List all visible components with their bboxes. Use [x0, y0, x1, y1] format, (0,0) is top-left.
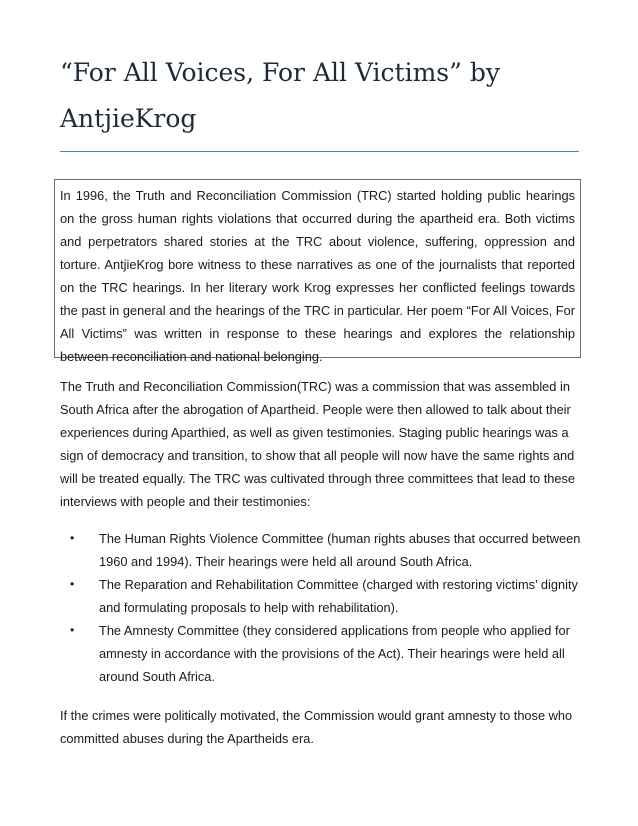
- document-title: “For All Voices, For All Victims” by AntjieKrog: [60, 58, 500, 133]
- intro-paragraph: The Truth and Reconciliation Commission(TRC) was a commission that was assembled in South Africa after the abrogation of Apartheid. People were then allowed to talk about their experiences during Aparthied, as well as given testimonies. Staging public hearings was a sign of democracy and transition, to show that all people will now have the same rights and will be treated equally. The TRC was cultivated through three committees that lead to these interviews with people and their testimonies:: [60, 379, 575, 509]
- bullet-icon: •: [70, 623, 75, 637]
- list-item-text: The Reparation and Rehabilitation Committee (charged with restoring victims’ dignity and formulating proposals to help with rehabilitation).: [99, 577, 578, 615]
- list-item-text: The Human Rights Violence Committee (human rights abuses that occurred between 1960 and 1994). Their hearings were held all around South Africa.: [99, 531, 581, 569]
- bullet-icon: •: [70, 531, 75, 545]
- abstract-box: [54, 179, 581, 364]
- closing-paragraph: If the crimes were politically motivated, the Commission would grant amnesty to those who committed abuses during the Apartheids era.: [60, 708, 573, 746]
- list-item: [60, 619, 585, 688]
- bullet-icon: •: [70, 577, 75, 591]
- committee-list: [60, 527, 585, 688]
- abstract-text: In 1996, the Truth and Reconciliation Commission (TRC) started holding public hearings on the gross human rights violations that occurred during the apartheid era. Both victims and perpetrators shared stories at the TRC about violence, suffering, oppression and torture. AntjieKrog bore witness to these narratives as one of the journalists that reported on the TRC hearings. In her literary work Krog expresses her conflicted feelings towards the past in general and the hearings of the TRC in particular. Her poem “For All Voices, For All Victims” was written in response to these hearings and explores the relationship between reconciliation and national belonging.: [60, 188, 575, 364]
- title-divider: [60, 151, 579, 152]
- list-item: [60, 573, 585, 619]
- list-item: [60, 527, 585, 573]
- list-item-text: The Amnesty Committee (they considered applications from people who applied for amnesty in accordance with the provisions of the Act). Their hearings were held all around South Africa.: [99, 623, 570, 684]
